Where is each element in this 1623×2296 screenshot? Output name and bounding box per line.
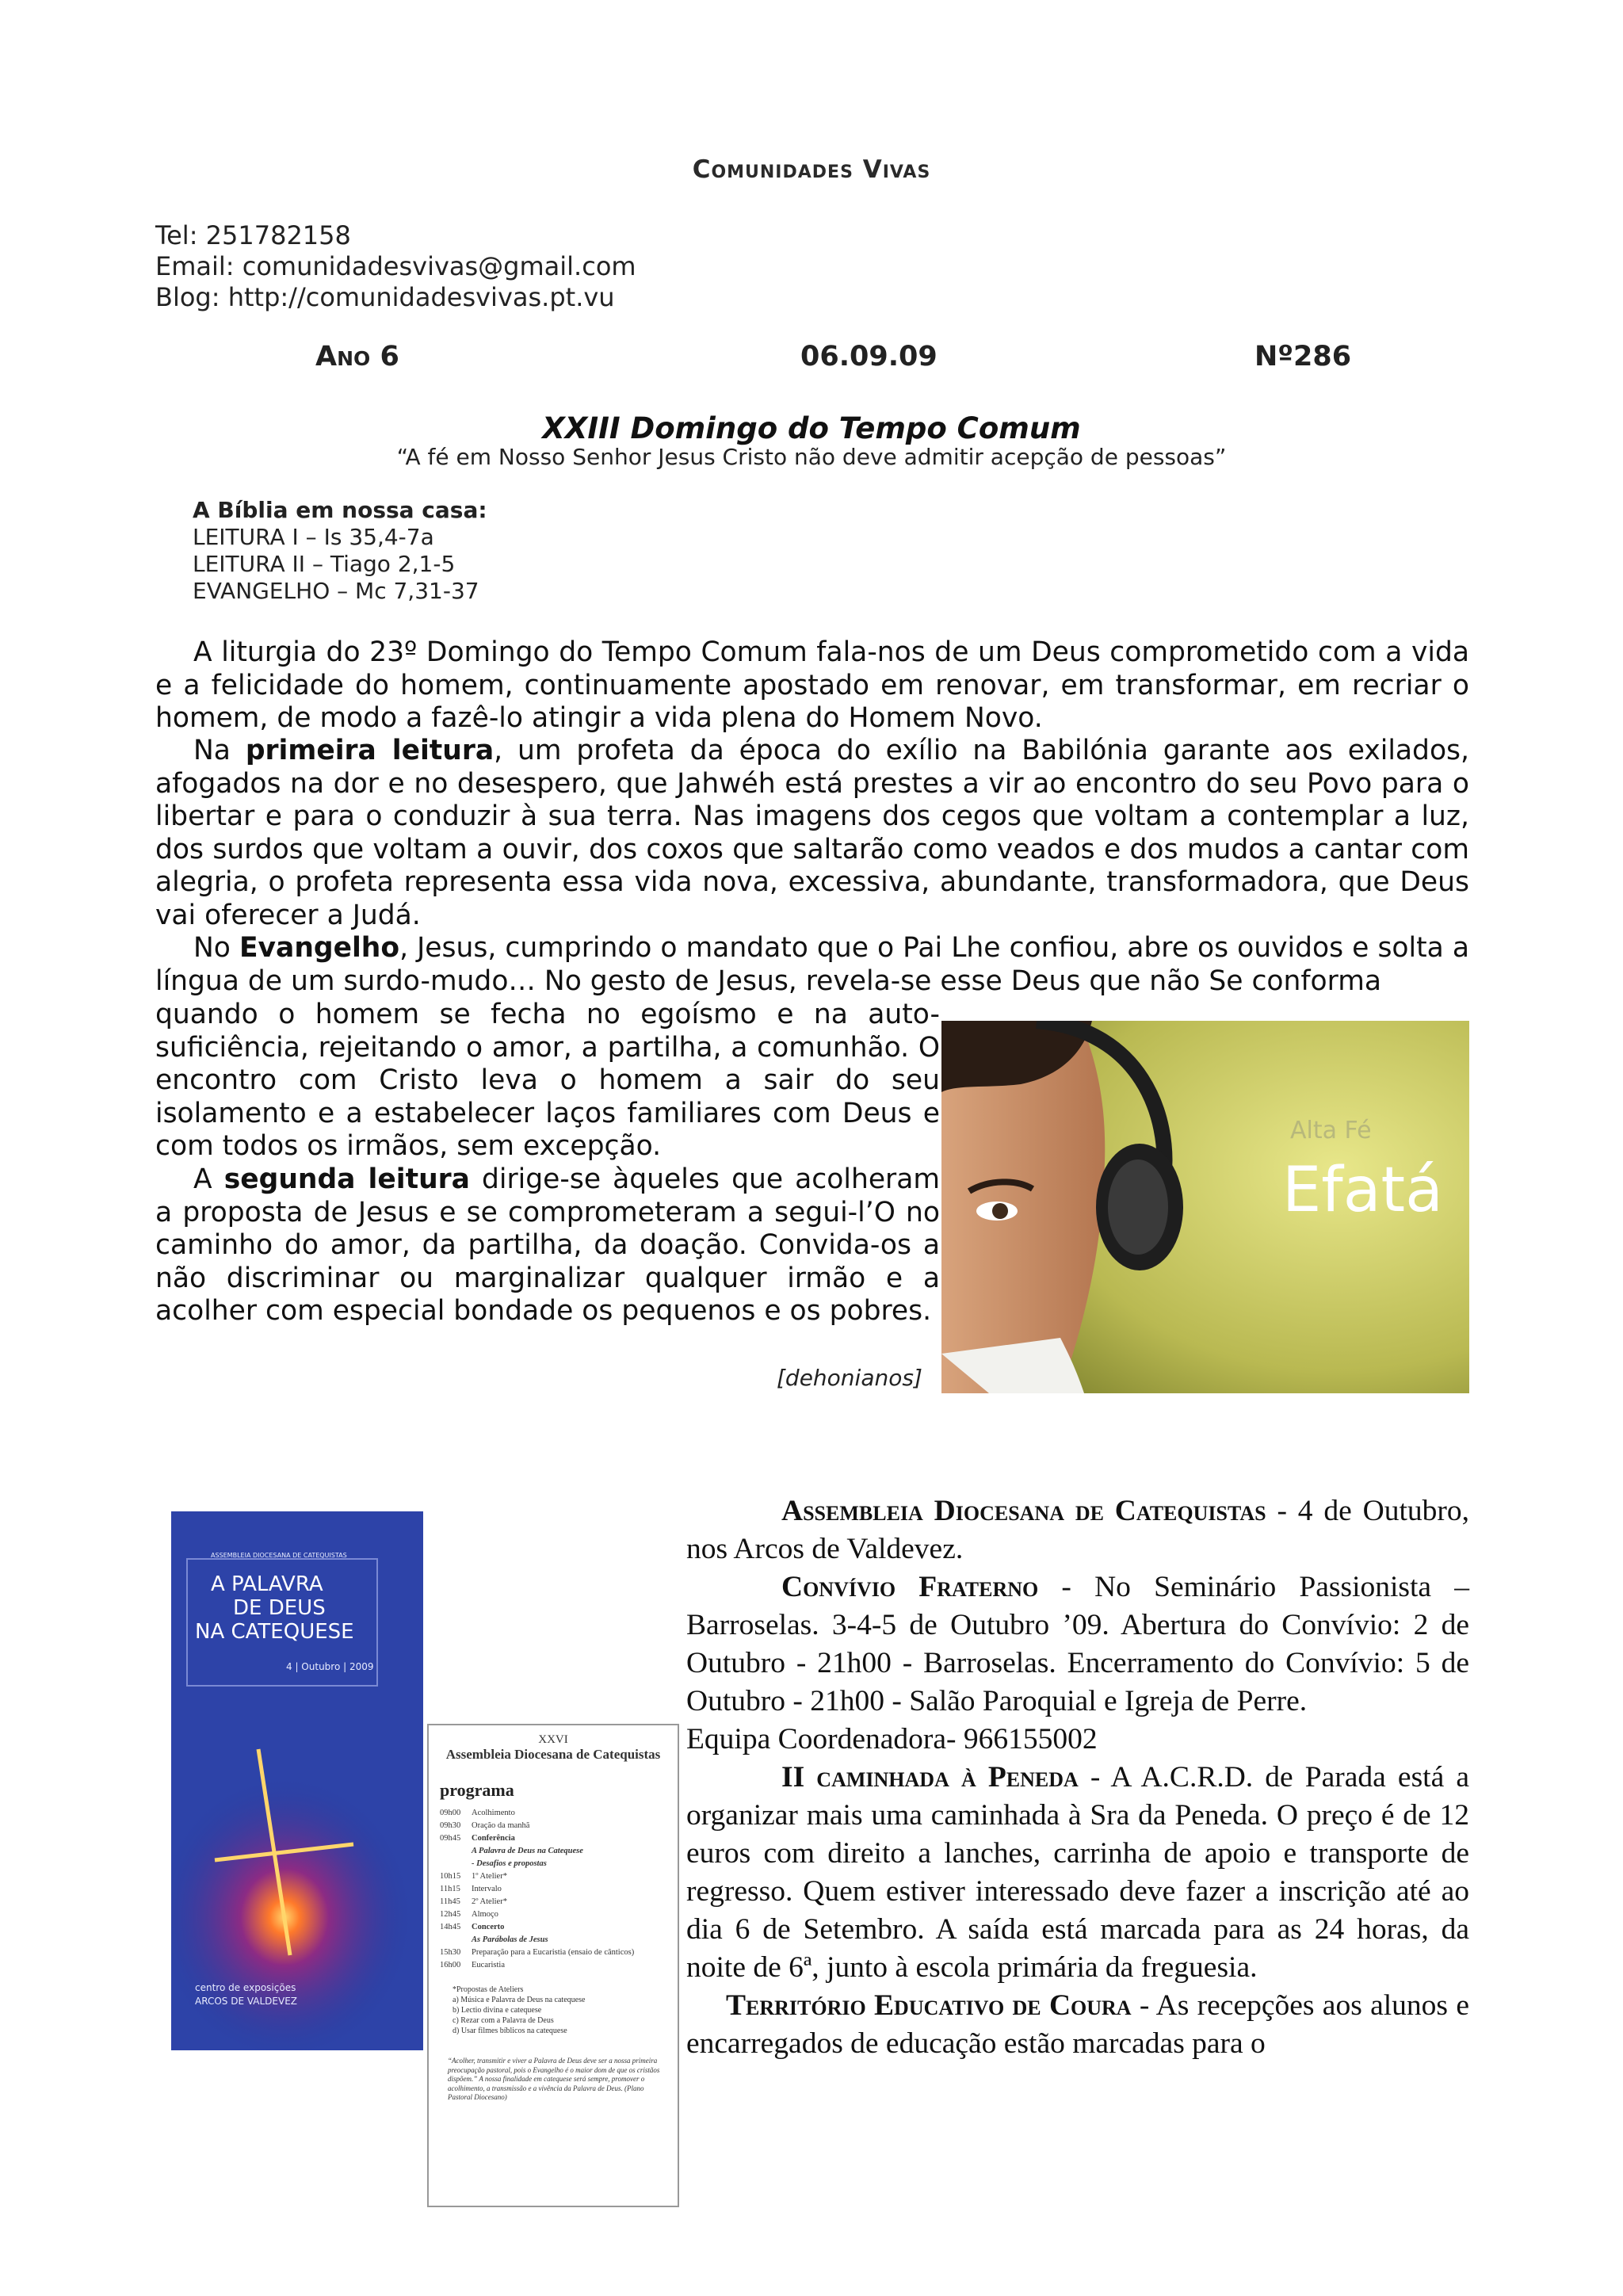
article-paragraph — [155, 636, 1469, 735]
program-item: 2º Atelier* — [472, 1897, 507, 1906]
paragraph-text: dirige-se àqueles que acolheram a proposta de Jesus e se comprometeram a segui-l’O no caminho do amor, da partilha, da doação. Convida-os a não discriminar ou marginalizar qualquer irmão e a acolher com especial bondade os pequenos e os pobres. — [155, 1163, 940, 1327]
note-line: b) Lectio divina e catequese — [453, 2006, 542, 2015]
poster-line: NA CATEQUESE — [195, 1620, 354, 1644]
news-text: - 4 de Outubro, nos Arcos de Valdevez. — [686, 1495, 1469, 1565]
program-card — [427, 1724, 679, 2207]
sunday-title: XXIII Domingo do Tempo Comum — [542, 411, 1081, 445]
photo-caption: Efatá — [1282, 1155, 1443, 1226]
program-item: A Palavra de Deus na Catequese — [472, 1847, 583, 1855]
program-row — [429, 1807, 678, 1820]
issue-number: Nº286 — [1254, 341, 1352, 372]
catechists-poster — [171, 1511, 423, 2050]
program-number: XXVI — [538, 1733, 568, 1746]
paragraph-bold: segunda leitura — [223, 1163, 470, 1195]
program-row — [429, 1820, 678, 1832]
program-item: Acolhimento — [472, 1809, 515, 1817]
news-contact: Equipa Coordenadora- 966155002 — [686, 1723, 1098, 1755]
program-row — [429, 1896, 678, 1908]
poster-date: 4 | Outubro | 2009 — [286, 1661, 374, 1672]
poster-line: DE DEUS — [233, 1596, 326, 1620]
article-paragraph — [155, 735, 1469, 932]
paragraph-text: A liturgia do 23º Domingo do Tempo Comum fala-nos de um Deus comprometido com a vida e a felicidade do homem, continuamente apostado em renovar, em transformar, em recriar o homem, de modo a fazê-lo atingir a vida plena do Homem Novo. — [155, 636, 1469, 734]
program-item: Intervalo — [472, 1885, 502, 1893]
paragraph-text: A — [193, 1163, 224, 1195]
program-item: Preparação para a Eucaristia (ensaio de cânticos) — [472, 1948, 635, 1957]
program-row — [429, 1832, 678, 1845]
reading-item: LEITURA I – Is 35,4-7a — [193, 524, 434, 550]
program-row — [429, 1934, 678, 1946]
news-item — [686, 1492, 1469, 1568]
program-item: Almoço — [472, 1910, 498, 1919]
poster-venue: centro de exposições — [195, 1982, 296, 1993]
program-title: Assembleia Diocesana de Catequistas — [445, 1747, 661, 1762]
program-row — [429, 1959, 678, 1972]
program-time: 10h15 — [440, 1872, 461, 1881]
contact-blog: Blog: http://comunidadesvivas.pt.vu — [155, 282, 615, 312]
news-text: - No Seminário Passionista – Barroselas. 3-4-5 de Outubro ’09. Abertura do Convívio: 2 de Outubro - 21h00 - Barroselas. Encerramento do Convívio: 5 de Outubro - 21h00 - Salão Paroquial e Igreja de Perre. — [686, 1571, 1470, 1717]
program-item: Eucaristia — [472, 1961, 505, 1969]
note-line: d) Usar filmes bíblicos na catequese — [453, 2027, 567, 2035]
article-paragraph — [155, 999, 940, 1163]
efata-photo — [941, 1021, 1469, 1393]
news-item — [686, 1987, 1469, 2063]
program-row — [429, 1908, 678, 1921]
paragraph-text: Na — [193, 735, 246, 766]
svg-text:Alta Fé: Alta Fé — [1290, 1117, 1372, 1144]
contact-email: Email: comunidadesvivas@gmail.com — [155, 251, 636, 281]
paragraph-bold: primeira leitura — [245, 735, 495, 766]
article-credit: [dehonianos] — [777, 1365, 922, 1391]
news-text: - A A.C.R.D. de Parada está a organizar mais uma caminhada à Sra da Peneda. O preço é de 12 euros com direito a lanches, carrinha de apoio e transporte de regresso. Quem estiver interessado deve fazer a inscrição até ao dia 6 de Setembro. A saída está marcada para as 24 horas, da noite de 6ª, junto à escola primária da freguesia. — [686, 1761, 1469, 1984]
program-heading: programa — [440, 1780, 514, 1800]
program-item: Oração da manhã — [472, 1821, 530, 1830]
issue-year: Ano 6 — [315, 341, 399, 372]
program-item: Conferência — [472, 1834, 515, 1843]
poster-venue: ARCOS DE VALDEVEZ — [195, 1996, 298, 2007]
program-item: Concerto — [472, 1923, 505, 1931]
news-heading: II caminhada à Peneda — [781, 1761, 1079, 1794]
program-row — [429, 1921, 678, 1934]
program-time: 14h45 — [440, 1923, 461, 1931]
note-line: c) Rezar com a Palavra de Deus — [453, 2016, 554, 2025]
news-item — [686, 1759, 1469, 1987]
note-line: *Propostas de Ateliers — [453, 1985, 524, 1994]
newsletter-title: Comunidades Vivas — [692, 155, 931, 184]
program-notes — [453, 1985, 678, 2036]
paragraph-text: No — [193, 932, 239, 964]
news-heading: Convívio Fraterno — [781, 1571, 1039, 1603]
poster-org: ASSEMBLEIA DIOCESANA DE CATEQUISTAS — [211, 1552, 347, 1559]
program-item: 1º Atelier* — [472, 1872, 507, 1881]
program-time: 09h45 — [440, 1834, 461, 1843]
program-time: 15h30 — [440, 1948, 461, 1957]
issue-date: 06.09.09 — [800, 341, 938, 372]
article-paragraph — [155, 1163, 940, 1328]
note-line: a) Música e Palavra de Deus na catequese — [453, 1996, 586, 2004]
paragraph-text: quando o homem se fecha no egoísmo e na auto-suficiência, rejeitando o amor, a partilha, a comunhão. O encontro com Cristo leva o homem a sair do seu isolamento e a estabelecer laços familiares com Deus e com todos os irmãos, sem excepção. — [155, 999, 940, 1162]
paragraph-bold: Evangelho — [239, 932, 400, 964]
program-item: As Parábolas de Jesus — [472, 1935, 548, 1944]
sunday-subtitle: “A fé em Nosso Senhor Jesus Cristo não deve admitir acepção de pessoas” — [396, 444, 1227, 470]
contact-tel: Tel: 251782158 — [155, 220, 351, 250]
program-row — [429, 1883, 678, 1896]
program-time: 11h45 — [440, 1897, 460, 1906]
program-row — [429, 1946, 678, 1959]
reading-item: EVANGELHO – Mc 7,31-37 — [193, 578, 479, 604]
bible-readings — [193, 497, 487, 605]
paragraph-text: , um profeta da época do exílio na Babilónia garante aos exilados, afogados na dor e no desespero, que Jahwéh está prestes a vir ao encontro do seu Povo para o libertar e para o conduzir à sua terra. Nas imagens dos cegos que voltam a contemplar a luz, dos surdos que voltam a ouvir, dos coxos que saltarão como veados e dos mudos a cantar com alegria, o profeta representa essa vida nova, excessiva, abundante, transformadora, que Deus vai oferecer a Judá. — [155, 735, 1469, 931]
program-time: 09h00 — [440, 1809, 461, 1817]
program-time: 12h45 — [440, 1910, 461, 1919]
program-time: 11h15 — [440, 1885, 460, 1893]
program-item: - Desafios e propostas — [472, 1859, 547, 1868]
news-heading: Território Educativo de Coura — [726, 1989, 1132, 2022]
program-quote: “Acolher, transmitir e viver a Palavra de Deus deve ser a nossa primeira preocupação pastoral, pois o Evangelho é o maior dom de que os cristãos dispõem.” A nossa finalidade em catequese será sempre, promover o acolhimento, a transmissão e a vivência da Palavra de Deus. (Plano Pastoral Diocesano) — [448, 2057, 660, 2101]
program-row — [429, 1858, 678, 1870]
program-row — [429, 1870, 678, 1883]
program-time: 16h00 — [440, 1961, 461, 1969]
contact-block — [155, 220, 636, 313]
poster-line: A PALAVRA — [211, 1572, 323, 1596]
reading-item: LEITURA II – Tiago 2,1-5 — [193, 551, 456, 577]
bible-heading: A Bíblia em nossa casa: — [193, 497, 487, 523]
article-paragraph — [155, 932, 1469, 998]
program-row — [429, 1845, 678, 1858]
paragraph-text: , Jesus, cumprindo o mandato que o Pai Lhe confiou, abre os ouvidos e solta a língua de um surdo-mudo… No gesto de Jesus, revela-se esse Deus que não Se conforma — [155, 932, 1469, 997]
news-text: - As recepções aos alunos e encarregados de educação estão marcadas para o — [686, 1989, 1469, 2060]
news-column — [686, 1492, 1469, 2063]
news-item — [686, 1568, 1469, 1721]
program-time: 09h30 — [440, 1821, 461, 1830]
news-heading: Assembleia Diocesana de Catequistas — [781, 1495, 1266, 1527]
